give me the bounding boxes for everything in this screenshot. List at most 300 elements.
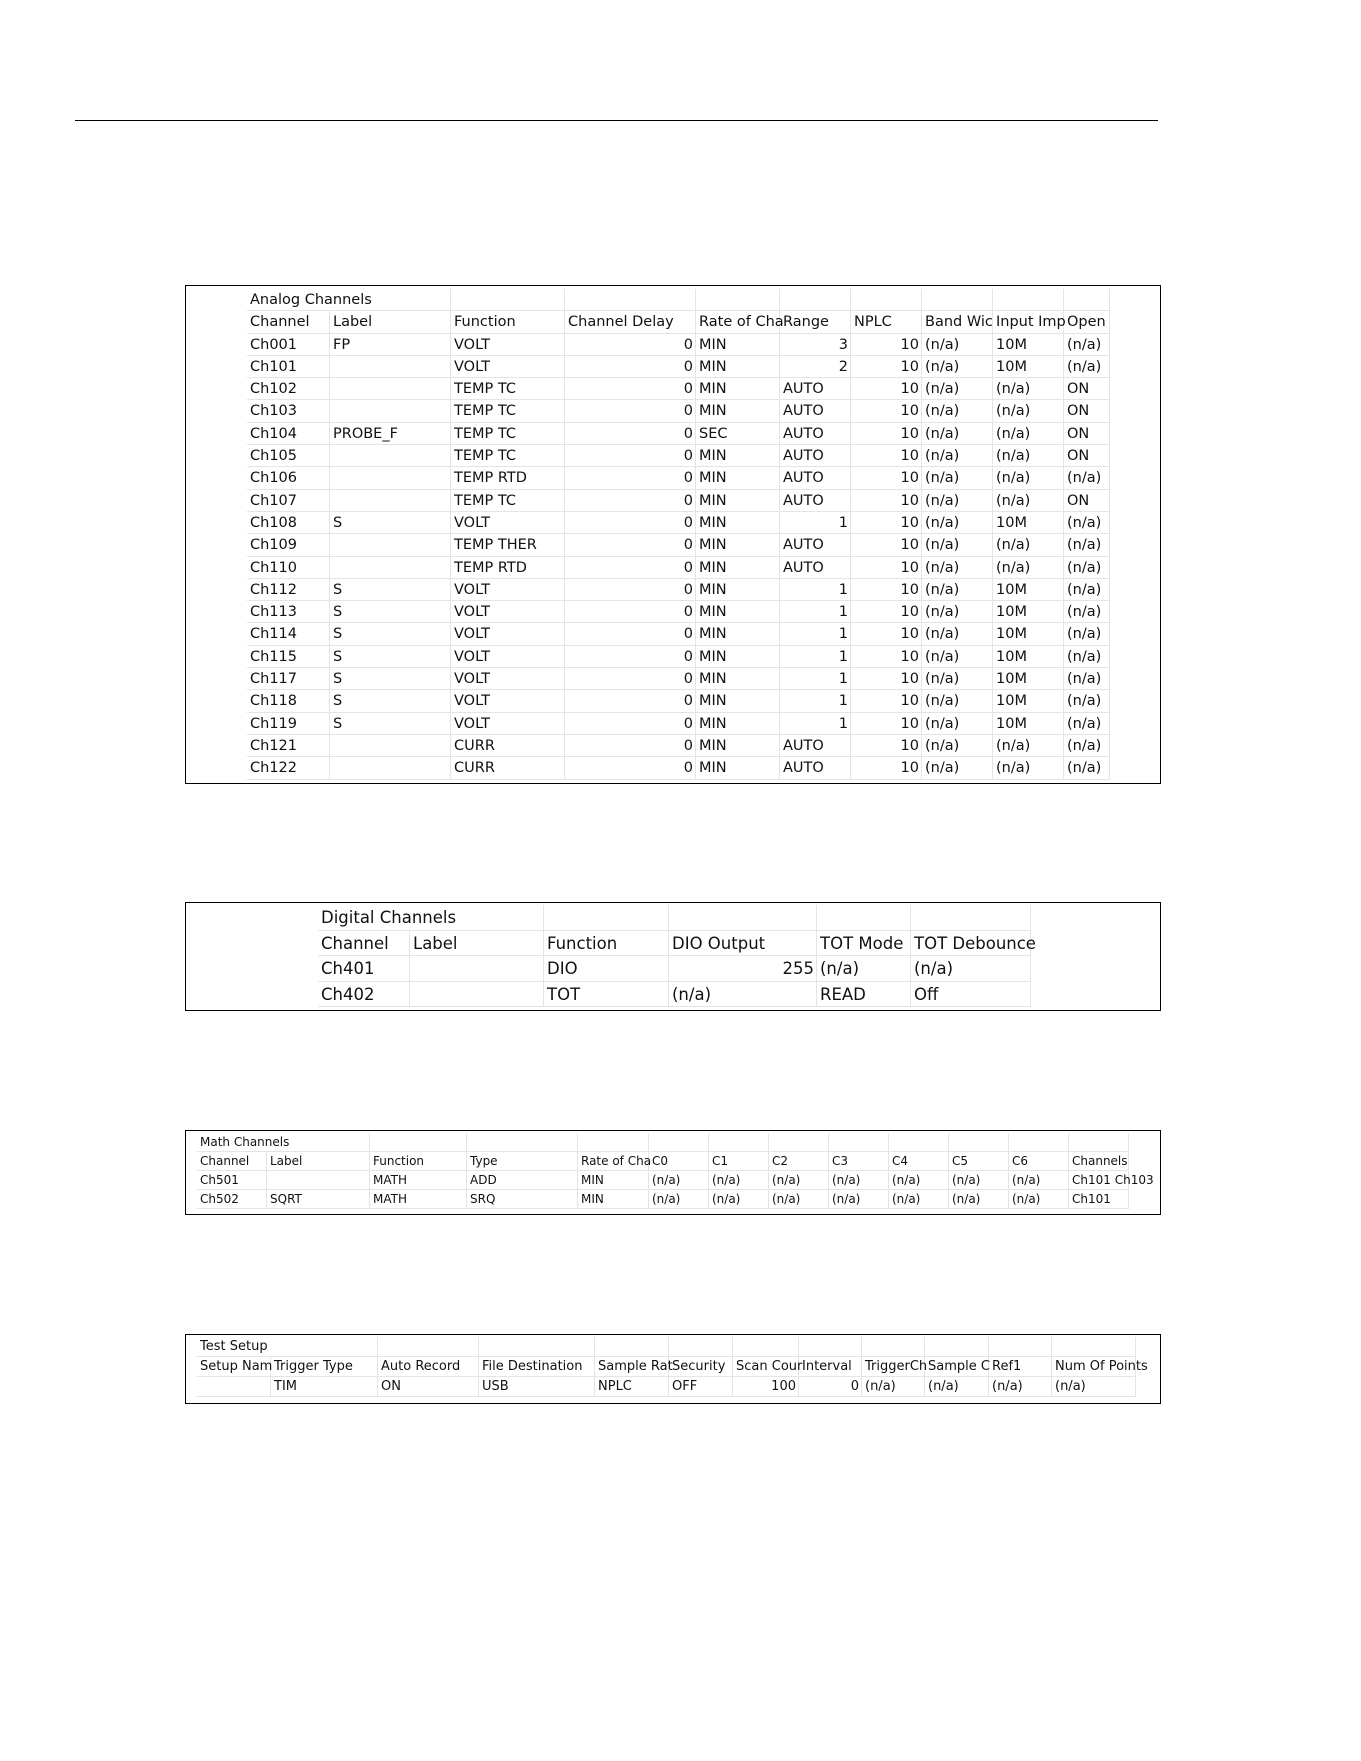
empty-cell	[862, 1337, 925, 1357]
table-cell: AUTO	[780, 735, 851, 757]
table-cell: (n/a)	[922, 579, 993, 601]
column-header: DIO Output	[669, 931, 817, 957]
table-cell: Ch401	[318, 956, 410, 982]
title-row	[247, 289, 1110, 311]
table-cell: S	[330, 512, 451, 534]
table-cell: (n/a)	[1064, 690, 1110, 712]
table-cell: (n/a)	[949, 1190, 1009, 1209]
header-rule	[75, 120, 1158, 121]
table-cell: 10	[851, 713, 922, 735]
table-cell: (n/a)	[922, 713, 993, 735]
header-row	[197, 1152, 1129, 1171]
table-cell: (n/a)	[993, 490, 1064, 512]
table-cell: 0	[565, 557, 696, 579]
empty-cell	[649, 1133, 709, 1152]
table-cell: TIM	[271, 1377, 378, 1397]
table-cell: Ch119	[247, 713, 330, 735]
empty-cell	[780, 289, 851, 311]
table-cell	[330, 356, 451, 378]
table-cell: 10	[851, 445, 922, 467]
table-cell: (n/a)	[1064, 356, 1110, 378]
table-cell: AUTO	[780, 757, 851, 779]
table-cell: (n/a)	[922, 445, 993, 467]
table-cell	[197, 1377, 271, 1397]
table-cell: ON	[1064, 378, 1110, 400]
table-cell: 0	[565, 690, 696, 712]
table-row	[247, 334, 1110, 356]
table-cell: S	[330, 623, 451, 645]
table-cell: (n/a)	[1064, 512, 1110, 534]
table-row	[247, 378, 1110, 400]
table-cell: Ch103	[247, 400, 330, 422]
table-cell: (n/a)	[1064, 757, 1110, 779]
empty-cell	[889, 1133, 949, 1152]
table-row	[247, 356, 1110, 378]
section-title: Analog Channels	[247, 289, 451, 311]
table-cell: VOLT	[451, 623, 565, 645]
table-cell: (n/a)	[769, 1171, 829, 1190]
table-cell: 0	[565, 512, 696, 534]
table-cell: MIN	[696, 534, 780, 556]
table-cell: MIN	[696, 334, 780, 356]
empty-cell	[1069, 1133, 1129, 1152]
table-cell: (n/a)	[993, 467, 1064, 489]
table-row	[247, 690, 1110, 712]
table-cell: 10	[851, 579, 922, 601]
empty-cell	[817, 905, 911, 931]
table-cell: (n/a)	[669, 982, 817, 1008]
table-cell: Ch101	[247, 356, 330, 378]
table-cell: PROBE_F	[330, 423, 451, 445]
column-header: C5	[949, 1152, 1009, 1171]
table-row	[247, 646, 1110, 668]
table-cell: TOT	[544, 982, 669, 1008]
table-cell: S	[330, 601, 451, 623]
table-cell	[330, 757, 451, 779]
table-cell: 10	[851, 423, 922, 445]
column-header: C4	[889, 1152, 949, 1171]
column-header: Label	[410, 931, 544, 957]
empty-cell	[949, 1133, 1009, 1152]
table-cell: (n/a)	[1064, 735, 1110, 757]
table-cell: (n/a)	[922, 378, 993, 400]
table-cell: (n/a)	[889, 1190, 949, 1209]
table-cell: (n/a)	[889, 1171, 949, 1190]
column-header: TOT Mode	[817, 931, 911, 957]
table-cell: 0	[565, 378, 696, 400]
table-cell: 0	[565, 400, 696, 422]
column-header: Rate of Cha	[578, 1152, 649, 1171]
table-cell: 255	[669, 956, 817, 982]
table-cell: MIN	[578, 1190, 649, 1209]
column-header: Range	[780, 311, 851, 333]
table-cell: (n/a)	[922, 601, 993, 623]
table-cell	[410, 982, 544, 1008]
table-cell: 10	[851, 334, 922, 356]
title-row	[197, 1133, 1129, 1152]
table-cell: (n/a)	[1064, 334, 1110, 356]
table-cell: TEMP TC	[451, 423, 565, 445]
column-header: Function	[370, 1152, 467, 1171]
empty-cell	[829, 1133, 889, 1152]
empty-cell	[467, 1133, 578, 1152]
section-title: Test Setup	[197, 1337, 378, 1357]
table-cell: (n/a)	[989, 1377, 1052, 1397]
table-cell: 10	[851, 490, 922, 512]
table-cell: 10	[851, 557, 922, 579]
table-cell: (n/a)	[1064, 557, 1110, 579]
table-cell: READ	[817, 982, 911, 1008]
table-cell: TEMP TC	[451, 400, 565, 422]
table-cell: 0	[565, 668, 696, 690]
table-cell: (n/a)	[769, 1190, 829, 1209]
table-cell: MIN	[696, 690, 780, 712]
table-cell: VOLT	[451, 512, 565, 534]
table-cell: Ch104	[247, 423, 330, 445]
empty-cell	[378, 1337, 479, 1357]
table-cell: 10	[851, 735, 922, 757]
table-cell: (n/a)	[1064, 623, 1110, 645]
table-cell: 10M	[993, 646, 1064, 668]
table-cell: MIN	[696, 557, 780, 579]
column-header: Label	[267, 1152, 370, 1171]
table-cell: (n/a)	[1064, 646, 1110, 668]
table-cell	[330, 467, 451, 489]
table-row	[197, 1190, 1129, 1209]
table-cell	[330, 490, 451, 512]
table-cell: MIN	[696, 713, 780, 735]
table-cell: FP	[330, 334, 451, 356]
table-cell: MIN	[696, 467, 780, 489]
table-cell: TEMP RTD	[451, 467, 565, 489]
table-cell: Ch402	[318, 982, 410, 1008]
table-cell: S	[330, 668, 451, 690]
table-cell: 10M	[993, 713, 1064, 735]
table-cell: S	[330, 579, 451, 601]
table-cell: VOLT	[451, 690, 565, 712]
empty-cell	[1052, 1337, 1136, 1357]
column-header: Label	[330, 311, 451, 333]
table-cell: (n/a)	[922, 512, 993, 534]
table-cell: ON	[1064, 423, 1110, 445]
table-cell: MATH	[370, 1190, 467, 1209]
table-cell: VOLT	[451, 334, 565, 356]
table-cell: Ch502	[197, 1190, 267, 1209]
empty-cell	[925, 1337, 989, 1357]
table-cell: VOLT	[451, 646, 565, 668]
table-cell: 1	[780, 690, 851, 712]
table-cell: (n/a)	[922, 334, 993, 356]
empty-cell	[911, 905, 1031, 931]
table-cell: MIN	[696, 757, 780, 779]
table-cell: MIN	[696, 490, 780, 512]
section-title: Digital Channels	[318, 905, 544, 931]
table-cell: TEMP TC	[451, 378, 565, 400]
table-cell: (n/a)	[649, 1171, 709, 1190]
table-cell: ON	[1064, 445, 1110, 467]
section-title: Math Channels	[197, 1133, 370, 1152]
table-row	[197, 1377, 1136, 1397]
table-cell: (n/a)	[922, 490, 993, 512]
table-cell: MIN	[696, 668, 780, 690]
table-cell: (n/a)	[922, 690, 993, 712]
empty-cell	[565, 289, 696, 311]
table-cell: Ch101	[1069, 1190, 1129, 1209]
table-cell: (n/a)	[829, 1171, 889, 1190]
empty-cell	[851, 289, 922, 311]
column-header: Setup Nam	[197, 1357, 271, 1377]
table-cell: AUTO	[780, 378, 851, 400]
title-row	[318, 905, 1031, 931]
table-cell: Ch101 Ch103	[1069, 1171, 1129, 1190]
table-cell: (n/a)	[925, 1377, 989, 1397]
table-row	[247, 490, 1110, 512]
table-cell: Ch115	[247, 646, 330, 668]
table-row	[247, 757, 1110, 779]
table-cell: CURR	[451, 735, 565, 757]
table-cell: 10M	[993, 356, 1064, 378]
table-cell	[330, 557, 451, 579]
column-header: Ref1	[989, 1357, 1052, 1377]
analog-channels-figure	[185, 285, 1161, 784]
table-cell: Ch102	[247, 378, 330, 400]
table-cell: Off	[911, 982, 1031, 1008]
column-header: Input Imp	[993, 311, 1064, 333]
digital-channels-figure	[185, 902, 1161, 1011]
column-header: Auto Record	[378, 1357, 479, 1377]
table-cell: Ch001	[247, 334, 330, 356]
empty-cell	[479, 1337, 595, 1357]
table-cell: (n/a)	[862, 1377, 925, 1397]
table-cell: 10	[851, 378, 922, 400]
table-cell: TEMP TC	[451, 490, 565, 512]
table-cell: MIN	[696, 400, 780, 422]
table-cell: 10	[851, 534, 922, 556]
header-row	[318, 931, 1036, 957]
table-cell: 0	[565, 757, 696, 779]
table-cell: (n/a)	[993, 445, 1064, 467]
table-cell: (n/a)	[1052, 1377, 1136, 1397]
table-cell: (n/a)	[922, 423, 993, 445]
table-cell	[330, 534, 451, 556]
table-cell: Ch109	[247, 534, 330, 556]
table-cell: 0	[565, 646, 696, 668]
table-cell	[267, 1171, 370, 1190]
table-cell: (n/a)	[1064, 601, 1110, 623]
empty-cell	[1064, 289, 1110, 311]
column-header: Function	[544, 931, 669, 957]
table-cell: Ch108	[247, 512, 330, 534]
table-cell: 1	[780, 601, 851, 623]
column-header: Band Wic	[922, 311, 993, 333]
table-cell: 0	[565, 334, 696, 356]
table-cell: 10M	[993, 601, 1064, 623]
empty-cell	[451, 289, 565, 311]
column-header: Sample C	[925, 1357, 989, 1377]
table-cell: VOLT	[451, 579, 565, 601]
table-row	[247, 400, 1110, 422]
table-cell: MIN	[696, 356, 780, 378]
table-cell: 100	[733, 1377, 799, 1397]
table-cell: ON	[1064, 490, 1110, 512]
column-header: Channel	[197, 1152, 267, 1171]
table-cell: ADD	[467, 1171, 578, 1190]
table-cell: TEMP THER	[451, 534, 565, 556]
column-header: Security	[669, 1357, 733, 1377]
table-cell: 1	[780, 579, 851, 601]
table-cell: Ch118	[247, 690, 330, 712]
header-row	[247, 311, 1110, 333]
table-row	[247, 601, 1110, 623]
table-cell: Ch121	[247, 735, 330, 757]
table-cell: 0	[565, 467, 696, 489]
table-row	[247, 623, 1110, 645]
table-cell: VOLT	[451, 356, 565, 378]
table-row	[318, 982, 1031, 1008]
column-header: Channel	[247, 311, 330, 333]
math-channels-figure	[185, 1130, 1161, 1215]
table-cell: 0	[565, 601, 696, 623]
header-row	[197, 1357, 1148, 1377]
table-cell: (n/a)	[993, 378, 1064, 400]
empty-cell	[669, 1337, 733, 1357]
table-cell: 0	[565, 445, 696, 467]
table-cell: (n/a)	[993, 423, 1064, 445]
table-cell: (n/a)	[1064, 579, 1110, 601]
empty-cell	[696, 289, 780, 311]
empty-cell	[993, 289, 1064, 311]
table-cell: OFF	[669, 1377, 733, 1397]
table-cell	[330, 400, 451, 422]
table-cell: (n/a)	[1009, 1171, 1069, 1190]
empty-cell	[769, 1133, 829, 1152]
table-cell: SQRT	[267, 1190, 370, 1209]
column-header: Scan Cour	[733, 1357, 799, 1377]
table-row	[247, 713, 1110, 735]
table-cell: DIO	[544, 956, 669, 982]
empty-cell	[544, 905, 669, 931]
table-cell: (n/a)	[993, 557, 1064, 579]
table-cell: (n/a)	[993, 534, 1064, 556]
table-cell: (n/a)	[911, 956, 1031, 982]
column-header: TriggerCh	[862, 1357, 925, 1377]
title-row	[197, 1337, 1136, 1357]
column-header: Sample Rat	[595, 1357, 669, 1377]
table-row	[247, 668, 1110, 690]
table-cell: MIN	[578, 1171, 649, 1190]
table-row	[247, 579, 1110, 601]
empty-cell	[733, 1337, 799, 1357]
table-row	[247, 735, 1110, 757]
column-header: C6	[1009, 1152, 1069, 1171]
table-cell: 0	[799, 1377, 862, 1397]
table-cell: AUTO	[780, 534, 851, 556]
column-header: File Destination	[479, 1357, 595, 1377]
table-cell: (n/a)	[1064, 534, 1110, 556]
column-header: C2	[769, 1152, 829, 1171]
table-cell: 10	[851, 400, 922, 422]
table-cell: TEMP RTD	[451, 557, 565, 579]
table-cell: AUTO	[780, 490, 851, 512]
column-header: TOT Debounce	[911, 931, 1031, 957]
table-cell: Ch114	[247, 623, 330, 645]
table-cell: MIN	[696, 512, 780, 534]
test-setup-table	[197, 1337, 1148, 1397]
empty-cell	[595, 1337, 669, 1357]
table-cell: 1	[780, 512, 851, 534]
table-cell: 2	[780, 356, 851, 378]
table-cell: MIN	[696, 445, 780, 467]
table-cell: SEC	[696, 423, 780, 445]
table-cell: ON	[378, 1377, 479, 1397]
column-header: Interval	[799, 1357, 862, 1377]
table-cell: Ch105	[247, 445, 330, 467]
column-header: Channels	[1069, 1152, 1129, 1171]
table-cell: ON	[1064, 400, 1110, 422]
table-cell: VOLT	[451, 713, 565, 735]
math-channels-table	[197, 1133, 1154, 1209]
empty-cell	[709, 1133, 769, 1152]
table-cell: AUTO	[780, 423, 851, 445]
column-header: C3	[829, 1152, 889, 1171]
table-cell: NPLC	[595, 1377, 669, 1397]
table-cell: (n/a)	[922, 356, 993, 378]
table-cell: 0	[565, 713, 696, 735]
table-cell: (n/a)	[922, 646, 993, 668]
table-cell: MIN	[696, 601, 780, 623]
table-cell	[330, 378, 451, 400]
table-cell: Ch110	[247, 557, 330, 579]
table-cell: 0	[565, 579, 696, 601]
table-row	[247, 467, 1110, 489]
table-cell: AUTO	[780, 445, 851, 467]
table-cell: 10M	[993, 668, 1064, 690]
table-cell: (n/a)	[922, 668, 993, 690]
analog-channels-table	[247, 289, 1110, 780]
table-cell: MIN	[696, 579, 780, 601]
table-cell: (n/a)	[993, 400, 1064, 422]
table-cell: (n/a)	[922, 467, 993, 489]
table-cell: Ch107	[247, 490, 330, 512]
table-cell: MIN	[696, 623, 780, 645]
table-cell: MATH	[370, 1171, 467, 1190]
table-row	[247, 445, 1110, 467]
table-cell: (n/a)	[922, 534, 993, 556]
column-header: Type	[467, 1152, 578, 1171]
table-row	[247, 512, 1110, 534]
column-header: Function	[451, 311, 565, 333]
table-cell: (n/a)	[709, 1190, 769, 1209]
empty-cell	[669, 905, 817, 931]
table-cell	[330, 445, 451, 467]
empty-cell	[370, 1133, 467, 1152]
table-cell: (n/a)	[1009, 1190, 1069, 1209]
empty-cell	[922, 289, 993, 311]
column-header: Num Of Points	[1052, 1357, 1136, 1377]
table-cell: 10M	[993, 690, 1064, 712]
table-cell: AUTO	[780, 467, 851, 489]
table-cell: (n/a)	[922, 557, 993, 579]
table-cell: (n/a)	[922, 735, 993, 757]
table-cell: S	[330, 690, 451, 712]
table-cell: 1	[780, 646, 851, 668]
table-cell: MIN	[696, 646, 780, 668]
table-cell: 0	[565, 356, 696, 378]
table-cell: 1	[780, 623, 851, 645]
column-header: Open	[1064, 311, 1110, 333]
column-header: C1	[709, 1152, 769, 1171]
table-cell: 0	[565, 623, 696, 645]
